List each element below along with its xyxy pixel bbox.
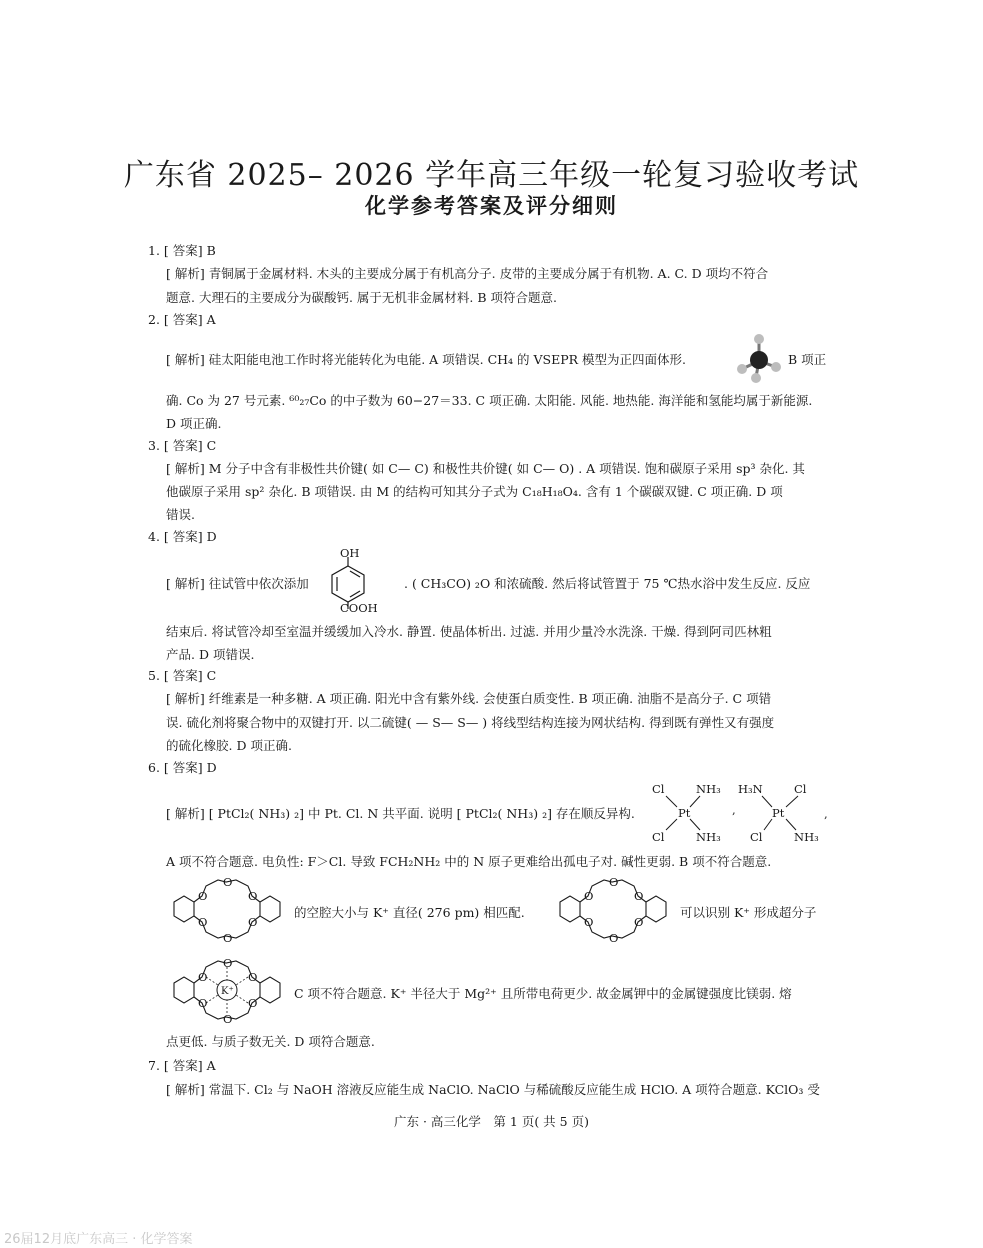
nh3-label: NH₃: [696, 830, 721, 844]
q6-answer: 6. [ 答案] D: [148, 760, 217, 775]
watermark: 26届12月底广东高三 · 化学答案: [4, 1232, 193, 1247]
q6-analysis-line: 点更低. 与质子数无关. D 项符合题意.: [166, 1034, 375, 1049]
o-label: O: [223, 956, 233, 970]
page-title: 广东省 2025– 2026 学年高三年级一轮复习验收考试: [123, 158, 860, 193]
o-label: O: [223, 931, 233, 945]
q4-analysis-line: 结束后. 将试管冷却至室温并缓缓加入冷水. 静置. 使晶体析出. 过滤. 并用少量冷水洗涤. 干燥. 得到阿司匹林粗: [166, 624, 772, 639]
q6-analysis-line: 的空腔大小与 K⁺ 直径( 276 pm) 相匹配.: [294, 905, 525, 920]
crown-ether-structure: [162, 874, 292, 946]
q4-analysis-line: 产品. D 项错误.: [166, 647, 255, 662]
page-subtitle: 化学参考答案及评分细则: [365, 194, 618, 218]
cl-label: Cl: [750, 830, 763, 844]
pt-label: Pt: [678, 806, 691, 820]
q1-analysis-line: [ 解析] 青铜属于金属材料. 木头的主要成分属于有机高分子. 皮带的主要成分属于有机物. A. C. D 项均不符合: [166, 266, 769, 281]
q1-answer: 1. [ 答案] B: [148, 243, 216, 258]
comma-label: ,: [824, 807, 828, 821]
o-label: O: [248, 996, 258, 1010]
o-label: O: [223, 875, 233, 889]
k-ion-label: K⁺: [221, 986, 234, 997]
h3n-label: H₃N: [738, 782, 763, 796]
o-label: O: [248, 889, 258, 903]
cl-label: Cl: [652, 782, 665, 796]
q6-analysis-line: 可以识别 K⁺ 形成超分子: [680, 905, 817, 920]
q2-analysis-line-tail: B 项正: [788, 352, 827, 367]
o-label: O: [198, 889, 208, 903]
q2-analysis-line: 确. Co 为 27 号元素. ⁶⁰₂₇Co 的中子数为 60−27＝33. C 项正确. 太阳能. 风能. 地热能. 海洋能和氢能均属于新能源.: [166, 393, 813, 408]
q5-answer: 5. [ 答案] C: [148, 668, 217, 683]
o-label: O: [248, 915, 258, 929]
q5-analysis-line: [ 解析] 纤维素是一种多糖. A 项正确. 阳光中含有紫外线. 会使蛋白质变性. B 项正确. 油脂不是高分子. C 项错: [166, 691, 772, 706]
q6-analysis-line: A 项不符合题意. 电负性: F＞Cl. 导致 FCH₂NH₂ 中的 N 原子更难给出孤电子对. 碱性更弱. B 项不符合题意.: [166, 854, 772, 869]
o-label: O: [584, 915, 594, 929]
q5-analysis-line: 的硫化橡胶. D 项正确.: [166, 738, 292, 753]
crown-ether-structure: [548, 874, 678, 946]
o-label: O: [248, 970, 258, 984]
q3-analysis-line: 他碳原子采用 sp² 杂化. B 项错误. 由 M 的结构可知其分子式为 C₁₈H₁₈O₄. 含有 1 个碳碳双键. C 项正确. D 项: [166, 484, 783, 499]
q4-answer: 4. [ 答案] D: [148, 529, 217, 544]
pt-label: Pt: [772, 806, 785, 820]
nh3-label: NH₃: [696, 782, 721, 796]
q1-analysis-line: 题意. 大理石的主要成分为碳酸钙. 属于无机非金属材料. B 项符合题意.: [166, 290, 557, 305]
o-label: O: [609, 875, 619, 889]
q4-analysis-line: [ 解析] 往试管中依次添加: [166, 576, 309, 591]
cl-label: Cl: [652, 830, 665, 844]
q7-analysis-line: [ 解析] 常温下. Cl₂ 与 NaOH 溶液反应能生成 NaClO. NaClO 与稀硫酸反应能生成 HClO. A 项符合题意. KClO₃ 受: [166, 1082, 820, 1097]
q6-analysis-line: [ 解析] [ PtCl₂( NH₃) ₂] 中 Pt. Cl. N 共平面. 说明 [ PtCl₂( NH₃) ₂] 存在顺反异构.: [166, 806, 635, 821]
comma-label: ,: [732, 803, 736, 817]
o-label: O: [584, 889, 594, 903]
o-label: O: [223, 1012, 233, 1026]
trans-platin-structure: [732, 780, 832, 844]
oh-label: OH: [340, 546, 360, 560]
q4-analysis-line-tail: . ( CH₃CO) ₂O 和浓硫酸. 然后将试管置于 75 ℃热水浴中发生反应. 反应: [404, 576, 811, 591]
cis-platin-structure: [646, 780, 736, 844]
cl-label: Cl: [794, 782, 807, 796]
o-label: O: [198, 915, 208, 929]
q5-analysis-line: 误. 硫化剂将聚合物中的双键打开. 以二硫键( — S— S— ) 将线型结构连接为网状结构. 得到既有弹性又有强度: [166, 715, 775, 730]
q3-analysis-line: [ 解析] M 分子中含有非极性共价键( 如 C— C) 和极性共价键( 如 C— O) . A 项错误. 饱和碳原子采用 sp³ 杂化. 其: [166, 461, 805, 476]
q3-analysis-line: 错误.: [166, 507, 195, 522]
q2-answer: 2. [ 答案] A: [148, 312, 216, 327]
o-label: O: [634, 915, 644, 929]
nh3-label: NH₃: [794, 830, 819, 844]
q2-analysis-line: D 项正确.: [166, 416, 222, 431]
page-footer: 广东 · 高三化学 第 1 页( 共 5 页): [394, 1114, 589, 1129]
q2-analysis-line: [ 解析] 硅太阳能电池工作时将光能转化为电能. A 项错误. CH₄ 的 VSEPR 模型为正四面体形.: [166, 352, 687, 367]
o-label: O: [198, 996, 208, 1010]
q6-analysis-line: C 项不符合题意. K⁺ 半径大于 Mg²⁺ 且所带电荷更少. 故金属钾中的金属键强度比镁弱. 熔: [294, 986, 792, 1001]
o-label: O: [634, 889, 644, 903]
salicylic-acid-structure: [318, 546, 402, 615]
o-label: O: [198, 970, 208, 984]
q7-answer: 7. [ 答案] A: [148, 1058, 216, 1073]
methane-model-image: [736, 333, 782, 383]
cooh-label: COOH: [340, 601, 378, 615]
o-label: O: [609, 931, 619, 945]
q3-answer: 3. [ 答案] C: [148, 438, 217, 453]
crown-ether-k-complex-structure: [162, 955, 292, 1027]
